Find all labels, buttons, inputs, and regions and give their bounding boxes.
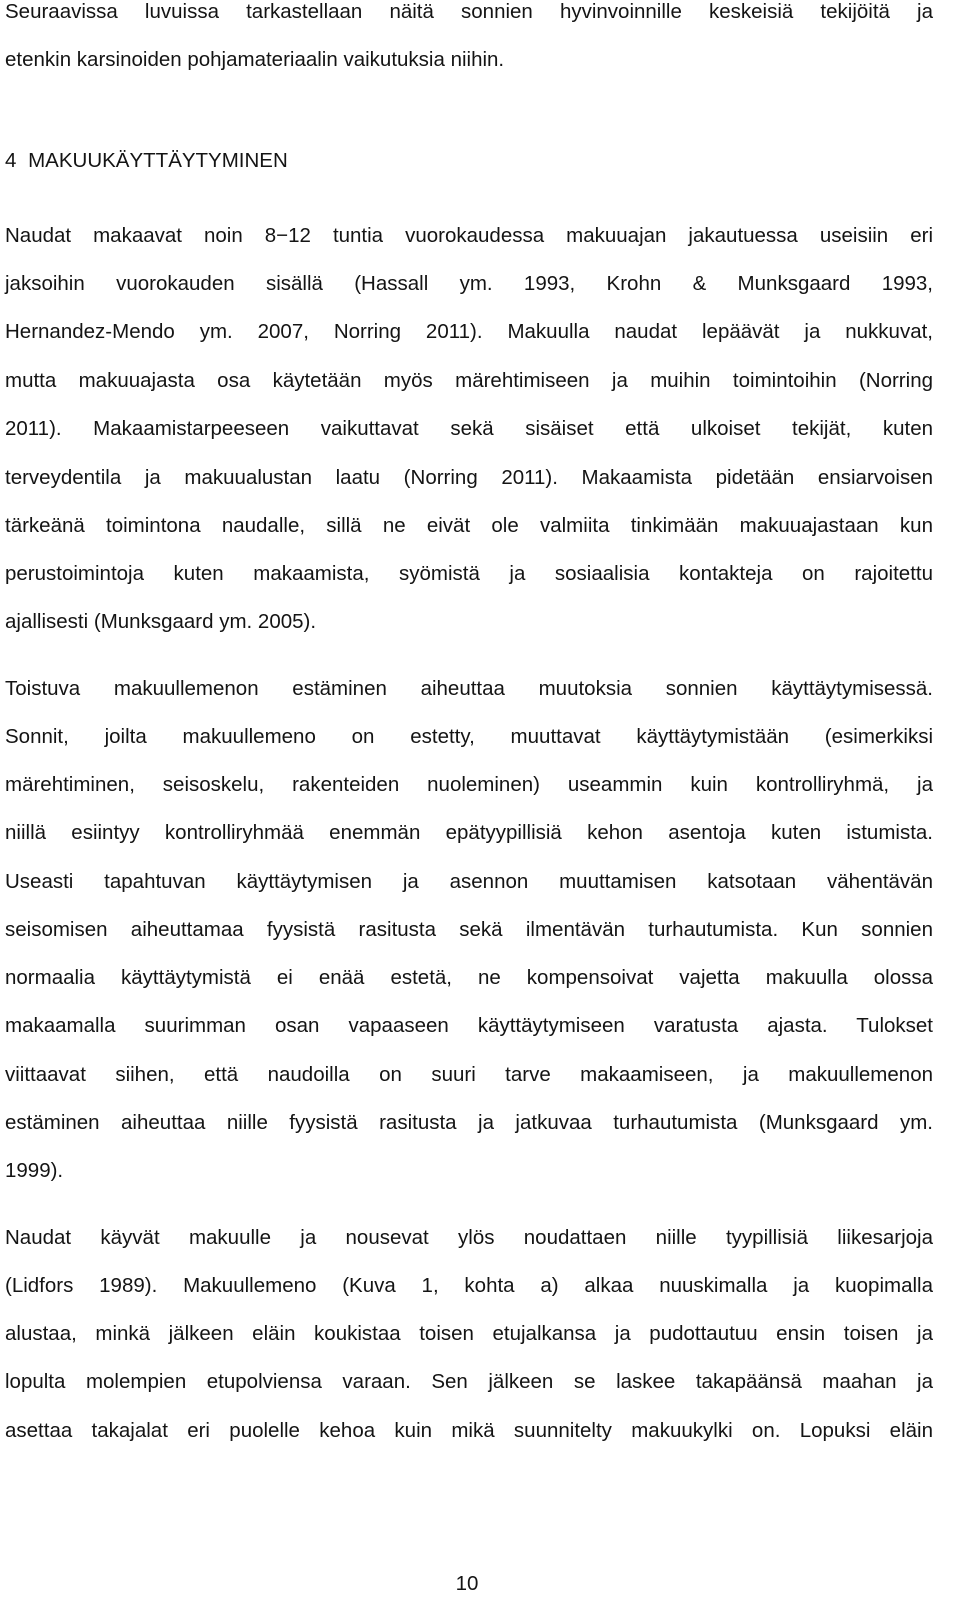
paragraph-3-line: Naudat käyvät makuulle ja nousevat ylös noudattaen niille tyypillisiä liikesarjoja <box>5 1226 933 1249</box>
paragraph-2-line: seisomisen aiheuttamaa fyysistä rasitusta sekä ilmentävän turhautumista. Kun sonnien <box>5 918 933 941</box>
paragraph-3-line: (Lidfors 1989). Makuullemeno (Kuva 1, kohta a) alkaa nuuskimalla ja kuopimalla <box>5 1274 933 1297</box>
paragraph-3-line: lopulta molempien etupolviensa varaan. Sen jälkeen se laskee takapäänsä maahan ja <box>5 1370 933 1393</box>
paragraph-3-line: asettaa takajalat eri puolelle kehoa kuin mikä suunnitelty makuukylki on. Lopuksi eläin <box>5 1419 933 1442</box>
paragraph-1-line: Hernandez-Mendo ym. 2007, Norring 2011). Makuulla naudat lepäävät ja nukkuvat, <box>5 320 933 343</box>
section-heading: 4 MAKUUKÄYTTÄYTYMINEN <box>5 149 288 172</box>
paragraph-3-line: alustaa, minkä jälkeen eläin koukistaa toisen etujalkansa ja pudottautuu ensin toisen ja <box>5 1322 933 1345</box>
paragraph-2-line: niillä esiintyy kontrolliryhmää enemmän epätyypillisiä kehon asentoja kuten istumista. <box>5 821 933 844</box>
paragraph-2-line: viittaavat siihen, että naudoilla on suuri tarve makaamiseen, ja makuullemenon <box>5 1063 933 1086</box>
paragraph-1-line: mutta makuuajasta osa käytetään myös märehtimiseen ja muihin toimintoihin (Norring <box>5 369 933 392</box>
paragraph-1-line: perustoimintoja kuten makaamista, syömistä ja sosiaalisia kontakteja on rajoitettu <box>5 562 933 585</box>
paragraph-2-line: märehtiminen, seisoskelu, rakenteiden nuoleminen) useammin kuin kontrolliryhmä, ja <box>5 773 933 796</box>
paragraph-2-line: normaalia käyttäytymistä ei enää estetä, ne kompensoivat vajetta makuulla olossa <box>5 966 933 989</box>
intro-line: etenkin karsinoiden pohjamateriaalin vaikutuksia niihin. <box>5 48 505 71</box>
paragraph-2-line: Toistuva makuullemenon estäminen aiheuttaa muutoksia sonnien käyttäytymisessä. <box>5 677 933 700</box>
paragraph-1-line: Naudat makaavat noin 8−12 tuntia vuorokaudessa makuuajan jakautuessa useisiin eri <box>5 224 933 247</box>
paragraph-1-line: terveydentila ja makuualustan laatu (Norring 2011). Makaamista pidetään ensiarvoisen <box>5 466 933 489</box>
paragraph-2-line: makaamalla suurimman osan vapaaseen käyttäytymiseen varatusta ajasta. Tulokset <box>5 1014 933 1037</box>
paragraph-2-line: Useasti tapahtuvan käyttäytymisen ja asennon muuttamisen katsotaan vähentävän <box>5 870 933 893</box>
paragraph-2-line: 1999). <box>5 1159 64 1182</box>
intro-line: Seuraavissa luvuissa tarkastellaan näitä sonnien hyvinvoinnille keskeisiä tekijöitä ja <box>5 0 933 23</box>
paragraph-2-line: estäminen aiheuttaa niille fyysistä rasitusta ja jatkuvaa turhautumista (Munksgaard ym. <box>5 1111 933 1134</box>
page-number: 10 <box>455 1572 479 1595</box>
paragraph-1-line: 2011). Makaamistarpeeseen vaikuttavat sekä sisäiset että ulkoiset tekijät, kuten <box>5 417 933 440</box>
paragraph-2-line: Sonnit, joilta makuullemeno on estetty, muuttavat käyttäytymistään (esimerkiksi <box>5 725 933 748</box>
paragraph-1-line: tärkeänä toimintona naudalle, sillä ne eivät ole valmiita tinkimään makuuajastaan kun <box>5 514 933 537</box>
paragraph-1-line: ajallisesti (Munksgaard ym. 2005). <box>5 610 317 633</box>
paragraph-1-line: jaksoihin vuorokauden sisällä (Hassall ym. 1993, Krohn & Munksgaard 1993, <box>5 272 933 295</box>
